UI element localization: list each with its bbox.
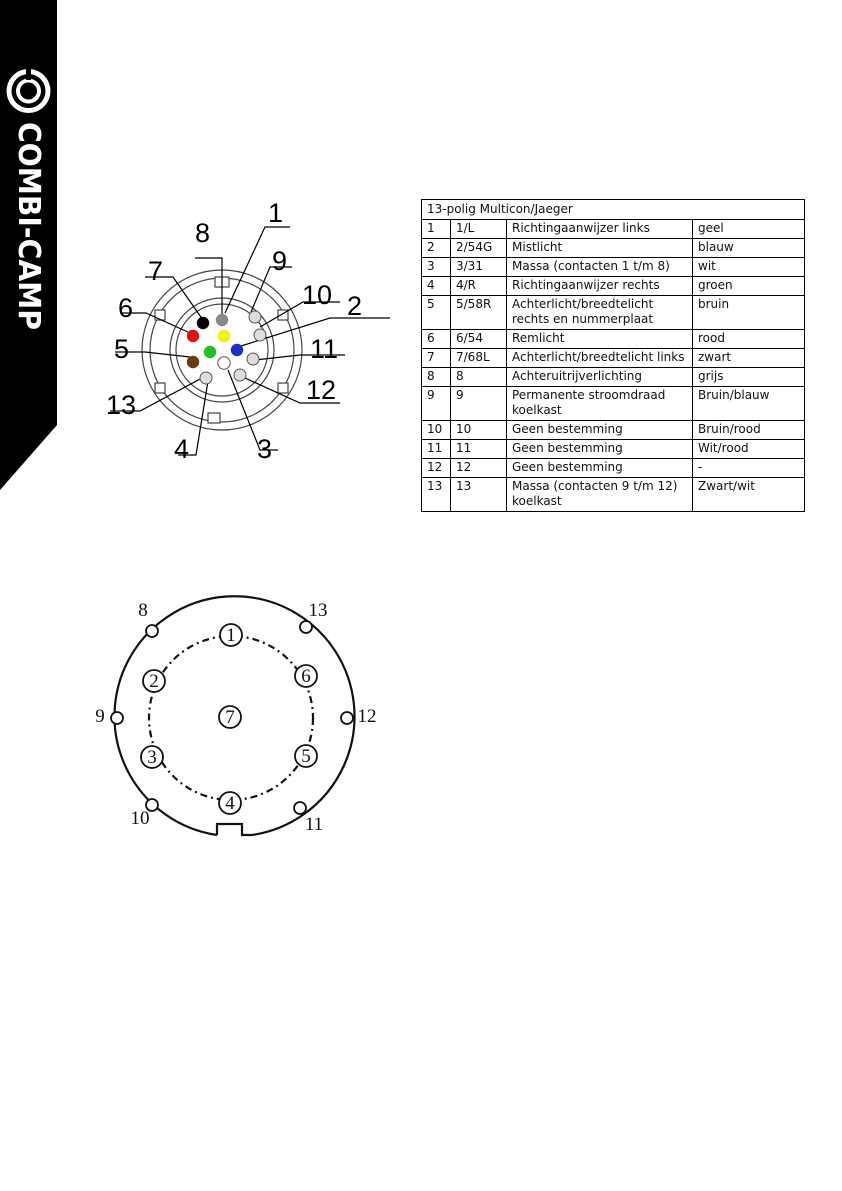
cell-pin: 12 [422, 459, 451, 478]
cell-code: 7/68L [451, 349, 507, 368]
callout-2: 2 [346, 291, 362, 321]
cell-pin: 4 [422, 277, 451, 296]
pin-label-8: 8 [138, 600, 148, 621]
callout-10: 10 [302, 280, 333, 310]
cell-code: 5/58R [451, 296, 507, 330]
pin-4-dot [204, 346, 216, 358]
cell-pin: 2 [422, 239, 451, 258]
pin-6-dot [187, 330, 199, 342]
table-row [422, 459, 805, 478]
cell-function: Achterlicht/breedtelicht rechts en nummerplaat [507, 296, 693, 330]
cell-code: 6/54 [451, 330, 507, 349]
socket-pin-layout-diagram [90, 595, 390, 845]
cell-code: 13 [451, 478, 507, 512]
cell-function: Remlicht [507, 330, 693, 349]
callout-8: 8 [195, 218, 211, 248]
cell-color: rood [693, 330, 805, 349]
cell-color: groen [693, 277, 805, 296]
table-title-row [422, 200, 805, 220]
cell-color: Bruin/rood [693, 421, 805, 440]
table-row [422, 387, 805, 421]
cell-color: grijs [693, 368, 805, 387]
cell-color: zwart [693, 349, 805, 368]
pin-label-6: 6 [301, 666, 311, 687]
cell-code: 4/R [451, 277, 507, 296]
cell-color: Zwart/wit [693, 478, 805, 512]
cell-code: 10 [451, 421, 507, 440]
pin-label-7: 7 [225, 707, 235, 728]
pin-8-dot [216, 314, 228, 326]
callout-13: 13 [106, 390, 137, 420]
cell-code: 12 [451, 459, 507, 478]
pin-label-4: 4 [225, 793, 235, 814]
cell-pin: 8 [422, 368, 451, 387]
cell-code: 11 [451, 440, 507, 459]
table-row [422, 368, 805, 387]
pin-11-dot [247, 353, 259, 365]
pin-3-dot [218, 357, 230, 369]
callout-4: 4 [174, 434, 190, 464]
cell-function: Achteruitrijverlichting [507, 368, 693, 387]
cell-pin: 6 [422, 330, 451, 349]
cell-color: wit [693, 258, 805, 277]
pin-assignment-table [421, 199, 805, 512]
cell-function: Geen bestemming [507, 459, 693, 478]
cell-function: Achterlicht/breedtelicht links [507, 349, 693, 368]
cell-function: Richtingaanwijzer rechts [507, 277, 693, 296]
wiring-connector-diagram [100, 195, 360, 470]
cell-color: geel [693, 220, 805, 239]
pin-5-dot [187, 356, 199, 368]
pin-label-5: 5 [301, 746, 311, 767]
table-row [422, 349, 805, 368]
pin-label-1: 1 [226, 625, 236, 646]
table-row [422, 296, 805, 330]
pin-1-dot [218, 330, 230, 342]
pin-label-12: 12 [357, 706, 377, 727]
pin-label-2: 2 [149, 671, 159, 692]
callout-5: 5 [114, 334, 130, 364]
cell-code: 9 [451, 387, 507, 421]
cell-pin: 11 [422, 440, 451, 459]
table-row [422, 421, 805, 440]
pin-13-dot [200, 372, 212, 384]
cell-pin: 1 [422, 220, 451, 239]
brand-name [11, 122, 46, 343]
table-row [422, 220, 805, 239]
table-row [422, 330, 805, 349]
cell-color: Bruin/blauw [693, 387, 805, 421]
table-row [422, 239, 805, 258]
callout-9: 9 [272, 246, 288, 276]
pin-label-3: 3 [147, 747, 157, 768]
pin-label-9: 9 [95, 706, 105, 727]
callout-7: 7 [148, 256, 164, 286]
table-row [422, 478, 805, 512]
cell-pin: 9 [422, 387, 451, 421]
cell-function: Permanente stroomdraad koelkast [507, 387, 693, 421]
cell-color: Wit/rood [693, 440, 805, 459]
callout-6: 6 [118, 293, 134, 323]
cell-color: blauw [693, 239, 805, 258]
table-row [422, 277, 805, 296]
cell-code: 1/L [451, 220, 507, 239]
cell-pin: 10 [422, 421, 451, 440]
cell-color: bruin [693, 296, 805, 330]
pin-label-13: 13 [308, 600, 328, 621]
cell-pin: 13 [422, 478, 451, 512]
table-title: 13-polig Multicon/Jaeger [422, 200, 805, 220]
cell-function: Massa (contacten 1 t/m 8) [507, 258, 693, 277]
callout-3: 3 [257, 434, 273, 464]
pin-12-dot [234, 369, 246, 381]
callout-11: 11 [310, 334, 339, 364]
pin-2-dot [231, 344, 243, 356]
table-row [422, 258, 805, 277]
cell-function: Massa (contacten 9 t/m 12) koelkast [507, 478, 693, 512]
pin-label-10: 10 [130, 808, 150, 829]
cell-pin: 3 [422, 258, 451, 277]
brand-sidebar [0, 0, 60, 490]
cell-function: Richtingaanwijzer links [507, 220, 693, 239]
cell-pin: 7 [422, 349, 451, 368]
callout-12: 12 [306, 375, 337, 405]
cell-pin: 5 [422, 296, 451, 330]
table-row [422, 440, 805, 459]
pin-10-dot [254, 329, 266, 341]
pin-label-11: 11 [304, 814, 324, 835]
cell-code: 3/31 [451, 258, 507, 277]
wire-color-dots [187, 311, 266, 384]
cell-color: - [693, 459, 805, 478]
callout-1: 1 [268, 198, 284, 228]
cell-function: Geen bestemming [507, 440, 693, 459]
brand-name-text: COMBI-CAMP [11, 122, 46, 343]
pin-7-dot [197, 317, 209, 329]
cell-code: 8 [451, 368, 507, 387]
pin-9-dot [249, 311, 261, 323]
cell-function: Geen bestemming [507, 421, 693, 440]
cell-code: 2/54G [451, 239, 507, 258]
cell-function: Mistlicht [507, 239, 693, 258]
